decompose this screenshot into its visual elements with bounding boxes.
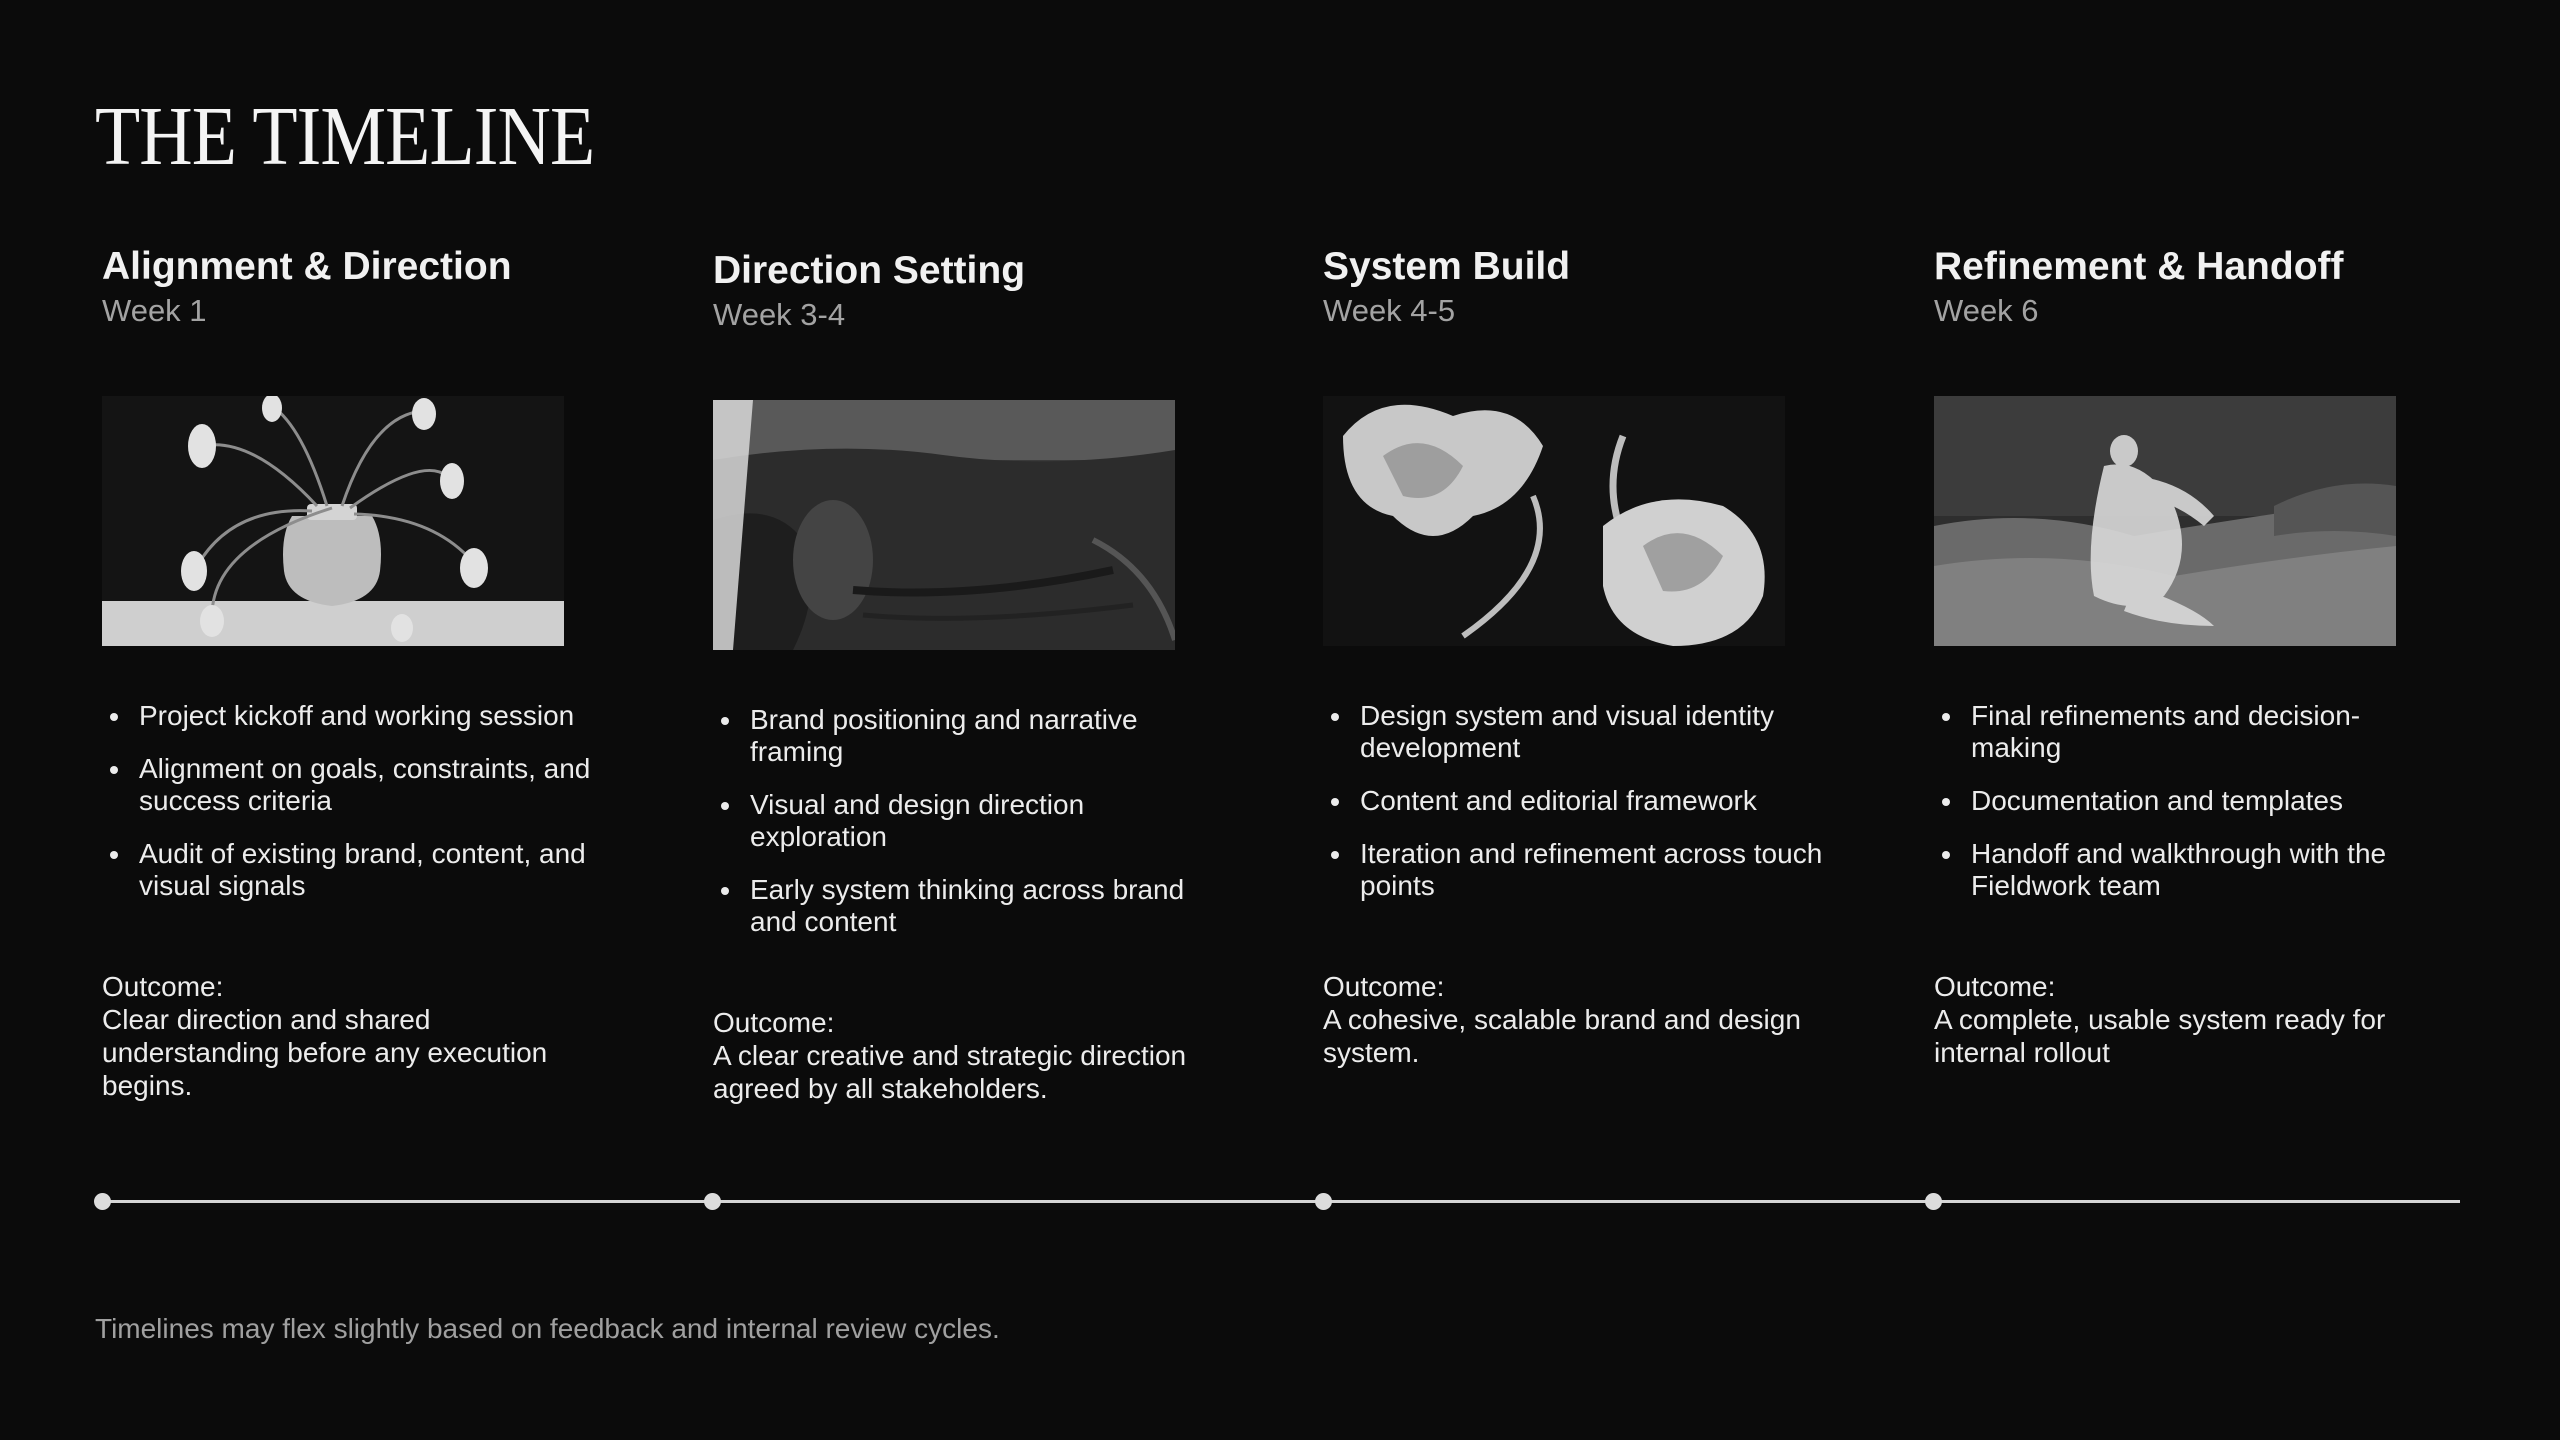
bullet-item: Documentation and templates — [1971, 785, 2441, 817]
phase-image-vase-tulips — [102, 396, 564, 646]
bullet-item: Design system and visual identity development — [1360, 700, 1830, 764]
slide-title: THE TIMELINE — [95, 90, 595, 183]
phase-outcome — [1323, 970, 1803, 1069]
phase-week: Week 1 — [102, 292, 207, 328]
phase-bullet-list — [1323, 700, 1830, 923]
bullet-item: Early system thinking across brand and content — [750, 874, 1220, 938]
outcome-text: Clear direction and shared understanding before any execution begins. — [102, 1004, 548, 1101]
phase-title: Alignment & Direction — [102, 245, 512, 288]
phase-image-sculpture-head — [713, 400, 1175, 650]
bullet-item: Content and editorial framework — [1360, 785, 1830, 817]
bullet-item: Visual and design direction exploration — [750, 789, 1220, 853]
phase-bullet-list — [102, 700, 609, 923]
phase-image-tulip-blossoms — [1323, 396, 1785, 646]
bullet-item: Iteration and refinement across touch points — [1360, 838, 1830, 902]
outcome-text: A cohesive, scalable brand and design system. — [1323, 1004, 1801, 1068]
phase-outcome — [102, 970, 582, 1102]
phase-week: Week 4-5 — [1323, 292, 1456, 328]
phase-week: Week 3-4 — [713, 296, 846, 332]
outcome-text: A clear creative and strategic direction agreed by all stakeholders. — [713, 1040, 1187, 1104]
timeline-marker-week-3-4 — [704, 1193, 721, 1210]
outcome-text: A complete, usable system ready for internal rollout — [1934, 1004, 2386, 1068]
footnote: Timelines may flex slightly based on feedback and internal review cycles. — [95, 1313, 1000, 1344]
phase-image-running-figure — [1934, 396, 2396, 646]
bullet-item: Alignment on goals, constraints, and success criteria — [139, 753, 609, 817]
outcome-label: Outcome: — [102, 971, 224, 1002]
phase-week: Week 6 — [1934, 292, 2039, 328]
bullet-item: Project kickoff and working session — [139, 700, 609, 732]
phase-outcome — [1934, 970, 2414, 1069]
phase-column-direction — [713, 249, 1213, 1104]
phase-title: Direction Setting — [713, 249, 1026, 292]
outcome-label: Outcome: — [1934, 971, 2056, 1002]
timeline-marker-week-6 — [1925, 1193, 1942, 1210]
timeline-marker-week-1 — [94, 1193, 111, 1210]
phase-column-alignment — [102, 245, 602, 1101]
timeline-marker-week-4-5 — [1315, 1193, 1332, 1210]
phase-outcome — [713, 1006, 1193, 1105]
bullet-item: Brand positioning and narrative framing — [750, 704, 1220, 768]
phase-bullet-list — [713, 704, 1220, 959]
outcome-label: Outcome: — [713, 1007, 835, 1038]
phase-title: System Build — [1323, 245, 1571, 288]
phase-column-system-build — [1323, 245, 1823, 1068]
outcome-label: Outcome: — [1323, 971, 1445, 1002]
phase-title: Refinement & Handoff — [1934, 245, 2344, 288]
phase-column-refinement — [1934, 245, 2434, 1068]
bullet-item: Final refinements and decision-making — [1971, 700, 2441, 764]
phase-bullet-list — [1934, 700, 2441, 923]
bullet-item: Audit of existing brand, content, and visual signals — [139, 838, 609, 902]
bullet-item: Handoff and walkthrough with the Fieldwork team — [1971, 838, 2441, 902]
timeline-track — [102, 1200, 2460, 1203]
